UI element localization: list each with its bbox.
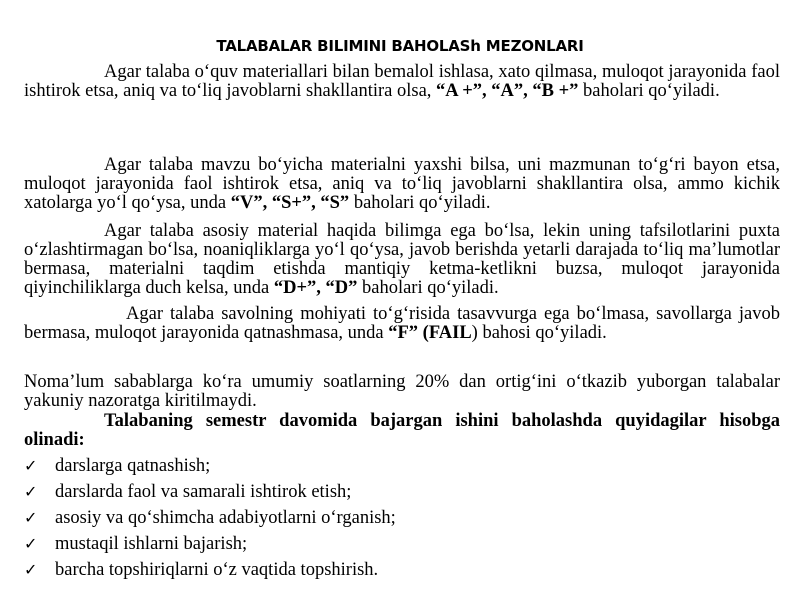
check-mark-icon: ✓: [24, 560, 38, 579]
grade-f: “F” (FAIL: [388, 323, 472, 343]
slide-title: TALABALAR BILIMINI BAHOLASh MEZONLARI: [216, 37, 584, 55]
paragraph-tail: baholari qo‘yiladi.: [578, 81, 720, 101]
list-item: [24, 481, 764, 507]
list-item-text: darslarda faol va samarali ishtirok etish;: [55, 482, 352, 502]
paragraph-tail: baholari qo‘yiladi.: [357, 278, 499, 298]
paragraph-tail: baholari qo‘yiladi.: [349, 193, 491, 213]
list-item: [24, 533, 764, 559]
paragraph-grades-v-s: [24, 156, 780, 213]
grade-list: “D+”, “D”: [273, 278, 358, 298]
paragraph-grades-d: [24, 222, 780, 298]
check-mark-icon: ✓: [24, 482, 38, 501]
list-item-text: mustaqil ishlarni bajarish;: [55, 534, 248, 554]
criteria-checklist: [24, 455, 764, 585]
grade-list: “V”, “S+”, “S”: [230, 193, 350, 213]
check-mark-icon: ✓: [24, 456, 38, 475]
list-item: [24, 559, 764, 585]
check-mark-icon: ✓: [24, 534, 38, 553]
paragraph-grade-f: [24, 305, 780, 343]
checklist-heading: [24, 412, 780, 450]
paragraph-text: Agar talaba mavzu bo‘yicha materialni yaxshi bilsa, uni mazmunan to‘g‘ri bayon etsa, muloqot jarayonida faol ishtirok etsa, aniq va to‘liq javoblarni shakllantira olsa, ammo kichik xatolarga yo‘l qo‘ysa, unda: [24, 155, 780, 213]
grade-list: “A +”, “A”, “B +”: [436, 81, 579, 101]
list-item: [24, 507, 764, 533]
paragraph-grades-a-b: [24, 63, 780, 101]
paragraph-text: Agar talaba o‘quv materiallari bilan bemalol ishlasa, xato qilmasa, muloqot jarayonida faol ishtirok etsa, aniq va to‘liq javoblarni shakllantira olsa,: [24, 62, 780, 101]
paragraph-attendance-rule: Noma’lum sabablarga ko‘ra umumiy soatlarning 20% dan ortig‘ini o‘tkazib yuborgan talabalar yakuniy nazoratga kiritilmaydi.: [24, 372, 780, 411]
checklist-heading-text: Talabaning semestr davomida bajargan ishini baholashda quyidagilar hisobga olinadi:: [24, 411, 780, 450]
list-item-text: barcha topshiriqlarni o‘z vaqtida topshirish.: [55, 560, 379, 580]
paragraph-tail: ) bahosi qo‘yiladi.: [471, 323, 607, 343]
list-item-text: asosiy va qo‘shimcha adabiyotlarni o‘rganish;: [55, 508, 396, 528]
list-item: [24, 455, 764, 481]
check-mark-icon: ✓: [24, 508, 38, 527]
paragraph-text: Agar talaba asosiy material haqida bilimga ega bo‘lsa, lekin uning tafsilotlarini puxta o‘zlashtirmagan bo‘lsa, noaniqliklarga yo‘l qo‘ysa, javob berishda yetarli darajada to‘liq ma’lumotlar bermasa, materialni taqdim etishda mantiqiy ketma-ketlikni buzsa, muloqot jarayonida qiyinchiliklarga duch kelsa, unda: [24, 221, 780, 298]
list-item-text: darslarga qatnashish;: [55, 456, 211, 476]
paragraph-text: Agar talaba savolning mohiyati to‘g‘risida tasavvurga ega bo‘lmasa, savollarga javob bermasa, muloqot jarayonida qatnashmasa, unda: [24, 304, 780, 343]
